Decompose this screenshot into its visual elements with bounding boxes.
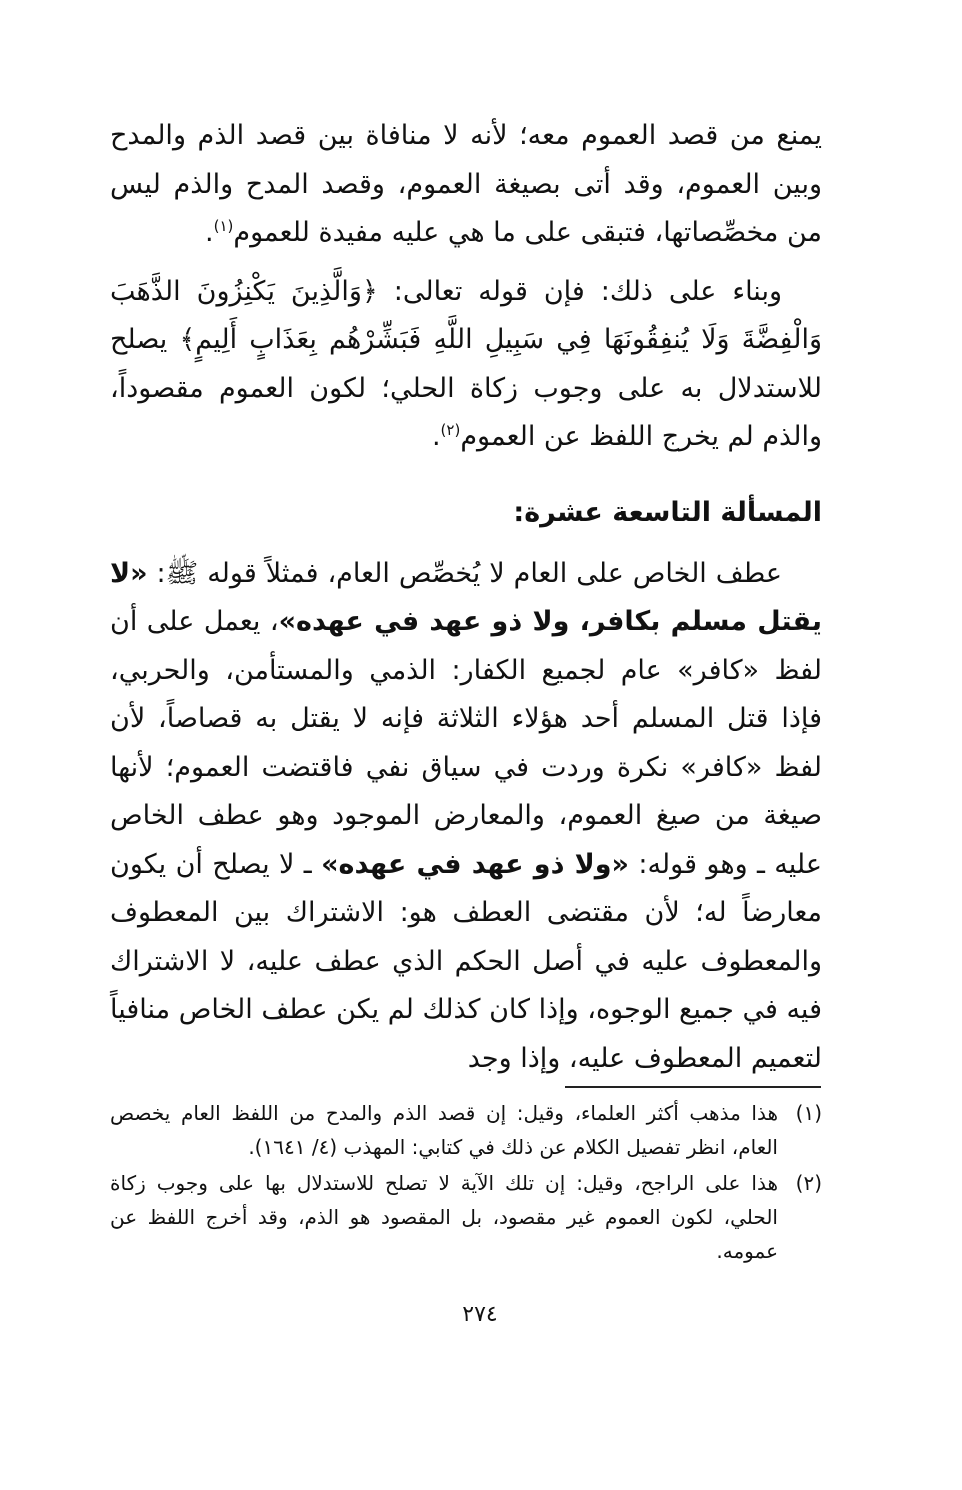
section-heading: المسألة التاسعة عشرة: xyxy=(513,496,822,528)
paragraph-3-part-c: ، يعمل على أن لفظ «كافر» عام لجميع الكفار: الذمي والمستأمن، والحربي، فإذا قتل المسلم أحد هؤلاء الثلاثة فإنه لا يقتل به قصاصاً، لأن لفظ «كافر» نكرة وردت في سياق نفي فاقتضت العموم؛ لأنها صيغة من صيغ العموم، والمعارض الموجود وهو عطف الخاص عليه ـ وهو قوله: xyxy=(110,606,822,880)
footnote-1-text: هذا مذهب أكثر العلماء، وقيل: إن قصد الذم والمدح من اللفظ العام يخصص العام، انظر تفصيل الكلام عن ذلك في كتابي: المهذب (٤/ ١٦٤١). xyxy=(110,1101,778,1159)
hadith-quote-excerpt: «ولا ذو عهد في عهده» xyxy=(321,848,629,880)
paragraph-2-intro: وبناء على ذلك: فإن قوله تعالى: xyxy=(377,275,782,307)
paragraph-3 xyxy=(110,550,822,1084)
paragraph-1 xyxy=(110,112,822,258)
paragraph-2-rest: يصلح للاستدلال به على وجوب زكاة الحلي؛ لكون العموم مقصوداً، والذم لم يخرج اللفظ عن العموم xyxy=(110,324,822,452)
footnotes-divider xyxy=(565,1086,821,1088)
footnotes xyxy=(110,1096,822,1268)
footnote-2-text: هذا على الراجح، وقيل: إن تلك الآية لا تصلح للاستدلال بها على وجوب زكاة الحلي، لكون العموم غير مقصود، بل المقصود هو الذم، وقد أخرج اللفظ عن عمومه. xyxy=(110,1171,778,1263)
footnote-ref-1[interactable]: (١) xyxy=(213,217,234,235)
footnote-1-number: (١) xyxy=(795,1101,822,1125)
paragraph-2-end: . xyxy=(431,421,441,452)
page-number: ٢٧٤ xyxy=(462,1302,498,1327)
footnote-2 xyxy=(110,1166,822,1268)
footnote-1 xyxy=(110,1096,822,1164)
paragraph-3-part-a: عطف الخاص على العام لا يُخصِّص العام، فمثلاً قوله ﷺ: xyxy=(147,557,782,589)
paragraph-1-text: يمنع من قصد العموم معه؛ لأنه لا منافاة بين قصد الذم والمدح وبين العموم، وقد أتى بصيغة العموم، وقصد المدح والذم ليس من مخصِّصاتها، فتبقى على ما هي عليه مفيدة للعموم xyxy=(110,120,822,248)
footnote-ref-2[interactable]: (٢) xyxy=(440,421,461,439)
quran-verse: ﴿وَالَّذِينَ يَكْنِزُونَ الذَّهَبَ وَالْفِضَّةَ وَلَا يُنفِقُونَهَا فِي سَبِيلِ اللَّهِ فَبَشِّرْهُم بِعَذَابٍ أَلِيمٍ﴾ xyxy=(110,275,822,355)
paragraph-2 xyxy=(110,268,822,462)
footnote-2-number: (٢) xyxy=(795,1171,822,1195)
main-text xyxy=(110,112,822,1083)
paragraph-3-part-e: ـ لا يصلح أن يكون معارضاً له؛ لأن مقتضى العطف هو: الاشتراك بين المعطوف والمعطوف عليه في أصل الحكم الذي عطف عليه، لا الاشتراك فيه في جميع الوجوه، وإذا كان كذلك لم يكن عطف الخاص منافياً لتعميم المعطوف عليه، وإذا وجد xyxy=(110,848,822,1074)
paragraph-1-end: . xyxy=(205,217,214,248)
hadith-quote: «لا يقتل مسلم بكافر، ولا ذو عهد في عهده» xyxy=(110,557,822,637)
